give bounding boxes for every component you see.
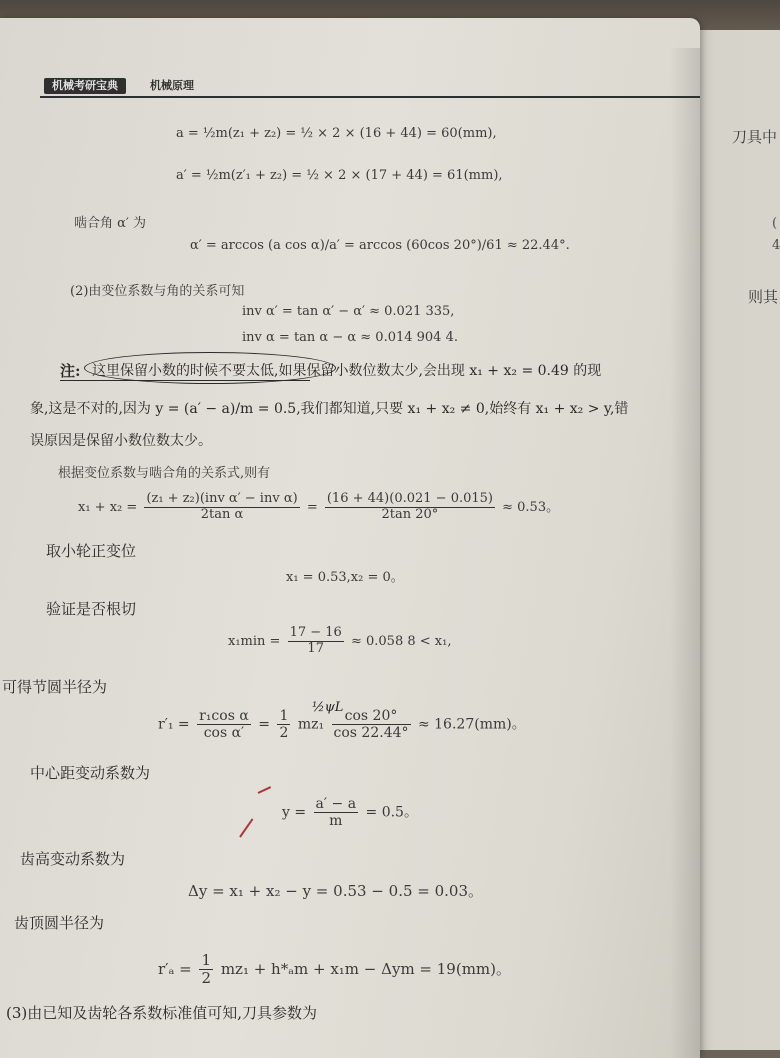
right-page-text-3: 4: [772, 238, 780, 253]
x-sum-numerator-2: (16 + 44)(0.021 − 0.015): [326, 491, 493, 506]
mesh-angle-label: 啮合角 α′ 为: [74, 216, 146, 231]
pitch-radius-equals: =: [258, 716, 270, 733]
right-page-text-4: 则其: [748, 288, 779, 306]
eq-delta-y: Δy = x₁ + x₂ − y = 0.53 − 0.5 = 0.03。: [188, 882, 484, 900]
pitch-radius-half: [277, 708, 290, 741]
note-line-1: 这里保留小数的时候不要太低,如果保留小数位数太少,会出现 x₁ + x₂ = 0.49 的现: [92, 363, 602, 379]
pitch-radius-denominator-2: cos 22.44°: [333, 725, 409, 742]
tip-radius-half-denominator: 2: [201, 969, 212, 988]
x-min-result: ≈ 0.058 8 < x₁,: [350, 633, 452, 649]
x-sum-denominator-1: 2tan α: [200, 506, 244, 522]
pitch-radius-numerator-1: r₁cos α: [199, 708, 249, 724]
center-distance-coef-label: 中心距变动系数为: [30, 764, 151, 782]
tip-radius-half-numerator: 1: [201, 951, 212, 969]
pitch-radius-denominator-1: cos α′: [203, 725, 245, 742]
eq-inv-alpha-prime: inv α′ = tan α′ − α′ ≈ 0.021 335,: [242, 304, 455, 319]
undercut-label: 验证是否根切: [46, 600, 137, 618]
y-numerator: a′ − a: [315, 796, 357, 812]
eq-inv-alpha: inv α = tan α − α ≈ 0.014 904 4.: [242, 330, 458, 345]
tip-radius-label: 齿顶圆半径为: [14, 914, 105, 932]
eq-x-min: [228, 626, 451, 657]
x-min-lhs: x₁min =: [228, 633, 281, 649]
right-page-text-2: (: [772, 216, 778, 231]
tip-radius-result: mz₁ + h*ₐm + x₁m − Δym = 19(mm)。: [220, 959, 512, 978]
x-sum-numerator-1: (z₁ + z₂)(inv α′ − inv α): [146, 491, 298, 506]
y-result: = 0.5。: [365, 804, 418, 821]
eq-x-sum: [78, 492, 559, 523]
pitch-radius-numerator-2: cos 20°: [332, 708, 411, 725]
pitch-radius-label: 可得节圆半径为: [2, 678, 108, 696]
x-min-numerator: 17 − 16: [289, 625, 342, 640]
eq-tip-radius: [158, 952, 511, 988]
part-3-label: (3)由已知及齿轮各系数标准值可知,刀具参数为: [6, 1004, 318, 1022]
tip-radius-half: [199, 952, 213, 988]
right-page: [690, 30, 780, 1050]
tip-radius-lhs: r′ₐ =: [158, 959, 192, 978]
x-sum-fraction-2: [325, 492, 495, 523]
right-page-text-1: 刀具中: [732, 128, 778, 146]
eq-y: [282, 796, 418, 829]
spine-shadow: [670, 48, 700, 1058]
header-subtitle: 机械原理: [150, 79, 194, 92]
pitch-radius-lhs: r′₁ =: [158, 716, 190, 733]
y-denominator: m: [329, 813, 343, 830]
x-sum-fraction-1: [144, 492, 299, 523]
pitch-radius-fraction-1: [197, 708, 251, 741]
x-min-denominator: 17: [307, 640, 324, 656]
header-tag: 机械考研宝典: [44, 78, 126, 94]
eq-actual-center-distance: a′ = ½m(z′₁ + z₂) = ½ × 2 × (17 + 44) = 61(mm),: [176, 168, 503, 183]
x-sum-lhs: x₁ + x₂ =: [78, 499, 138, 515]
x-sum-result: ≈ 0.53。: [502, 499, 560, 515]
x-min-fraction: [288, 626, 344, 657]
note-line-2: 象,这是不对的,因为 y = (a′ − a)/m = 0.5,我们都知道,只要 x₁ + x₂ ≠ 0,始终有 x₁ + x₂ > y,错: [30, 401, 629, 417]
small-gear-label: 取小轮正变位: [46, 542, 137, 560]
running-header: [40, 78, 700, 98]
x-sum-equals: =: [306, 499, 318, 515]
x-sum-denominator-2: 2tan 20°: [381, 506, 439, 522]
pitch-radius-result: ≈ 16.27(mm)。: [417, 716, 526, 733]
note-label: 注:: [60, 362, 81, 380]
pitch-radius-mz: mz₁: [297, 716, 325, 733]
pitch-radius-half-numerator: 1: [279, 708, 289, 724]
eq-x-values: x₁ = 0.53,x₂ = 0。: [286, 570, 404, 585]
y-lhs: y =: [282, 804, 307, 821]
y-fraction: [314, 796, 359, 829]
pitch-radius-half-denominator: 2: [279, 725, 289, 742]
note-line-3: 误原因是保留小数位数太少。: [30, 433, 212, 449]
handwritten-annotation: ½ψL: [312, 700, 344, 715]
relation-label: 根据变位系数与啮合角的关系式,则有: [58, 466, 271, 481]
pen-circle-mark: [84, 352, 336, 384]
part-2-label: (2)由变位系数与角的关系可知: [70, 284, 245, 299]
eq-center-distance: a = ½m(z₁ + z₂) = ½ × 2 × (16 + 44) = 60(mm),: [176, 126, 497, 141]
tooth-height-coef-label: 齿高变动系数为: [20, 850, 126, 868]
eq-mesh-angle: α′ = arccos (a cos α)/a′ = arccos (60cos 20°)/61 ≈ 22.44°.: [190, 238, 570, 253]
